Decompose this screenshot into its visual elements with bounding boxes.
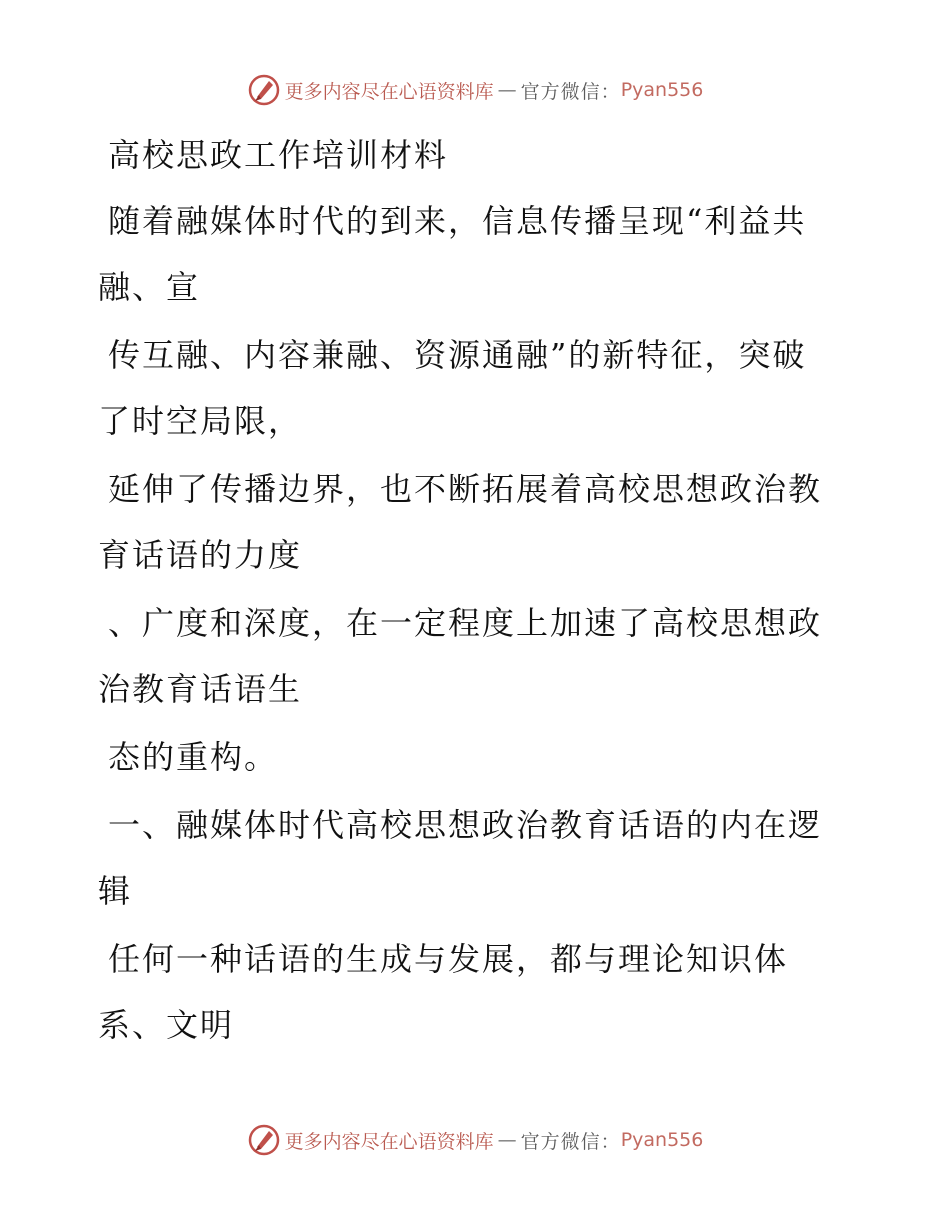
footer-watermark xyxy=(0,1120,950,1160)
document-body xyxy=(98,122,833,1060)
banner-wechat-label: 官方微信： xyxy=(520,80,621,103)
paragraph-5 xyxy=(98,724,833,790)
paragraph-5-line-1: 态的重构。 xyxy=(108,738,279,776)
banner-main-text: 更多内容尽在心语资料库 xyxy=(284,1130,494,1153)
paragraph-1-line-1: 随着融媒体时代的到来，信息传播呈现“利益共 xyxy=(108,202,807,240)
paragraph-4-line-2: 治教育话语生 xyxy=(98,670,303,708)
section-heading-line-1: 一、融媒体时代高校思想政治教育话语的内在逻 xyxy=(108,806,823,844)
banner-main-text: 更多内容尽在心语资料库 xyxy=(284,80,494,103)
banner-dash: — xyxy=(497,1129,517,1151)
paragraph-3-line-1: 延伸了传播边界，也不断拓展着高校思想政治教 xyxy=(108,470,823,508)
pen-logo-icon xyxy=(247,73,281,107)
banner-account: Pyan556 xyxy=(620,1129,704,1151)
paragraph-3-line-2: 育话语的力度 xyxy=(98,536,303,574)
paragraph-6-line-1: 任何一种话语的生成与发展，都与理论知识体 xyxy=(108,940,789,978)
section-heading-line-2: 辑 xyxy=(98,872,133,910)
paragraph-2-line-2: 了时空局限， xyxy=(98,402,303,440)
banner-wechat-label: 官方微信： xyxy=(520,1130,621,1153)
paragraph-1 xyxy=(98,188,833,320)
document-title: 高校思政工作培训材料 xyxy=(108,136,449,174)
paragraph-2-line-1: 传互融、内容兼融、资源通融”的新特征，突破 xyxy=(108,336,807,374)
banner-dash: — xyxy=(497,79,517,101)
paragraph-6 xyxy=(98,926,833,1058)
paragraph-4 xyxy=(98,590,833,722)
paragraph-1-line-2: 融、宣 xyxy=(98,268,201,306)
section-heading xyxy=(98,792,833,924)
paragraph-6-line-2: 系、文明 xyxy=(98,1006,235,1044)
paragraph-2 xyxy=(98,322,833,454)
header-watermark xyxy=(0,70,950,110)
banner-account: Pyan556 xyxy=(620,79,704,101)
pen-logo-icon xyxy=(247,1123,281,1157)
paragraph-3 xyxy=(98,456,833,588)
paragraph-4-line-1: 、广度和深度，在一定程度上加速了高校思想政 xyxy=(108,604,823,642)
